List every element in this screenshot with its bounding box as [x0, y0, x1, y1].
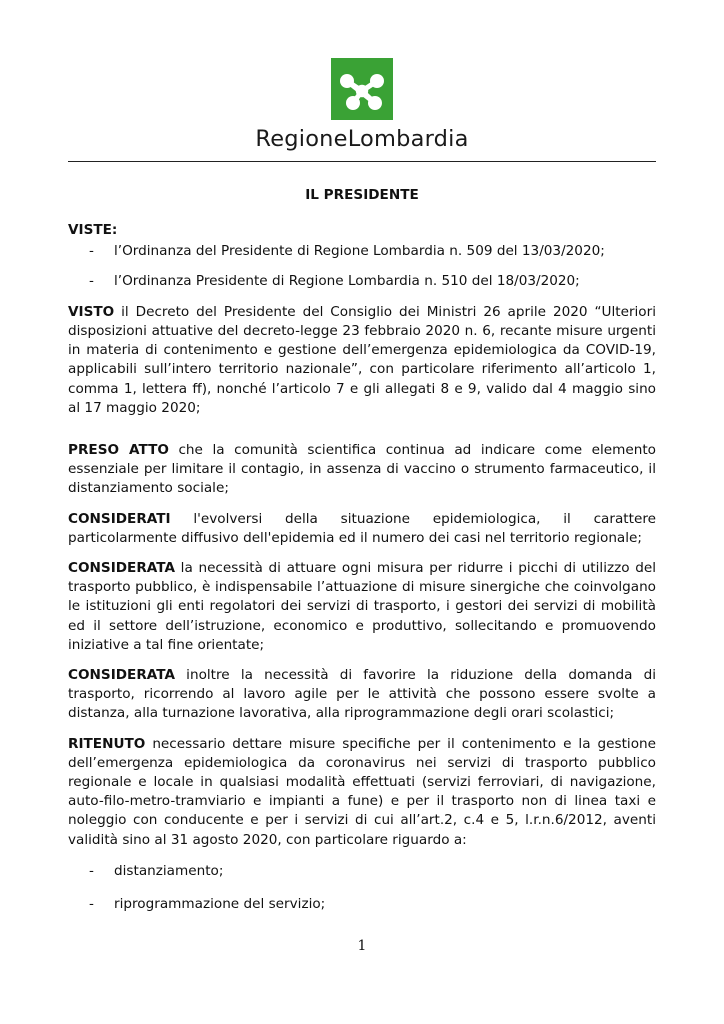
viste-heading: VISTE: [68, 222, 118, 239]
dash-bullet: - [89, 272, 94, 289]
paragraph-text: che la comunità scientifica continua ad indicare come elemento essenziale per limitare il contagio, in assenza di vaccino o strumento farmaceutico, il distanziamento sociale; [68, 442, 656, 497]
paragraph-preso-atto [68, 441, 656, 499]
dash-bullet: - [89, 896, 94, 913]
list-item-text: l’Ordinanza del Presidente di Regione Lombardia n. 509 del 13/03/2020; [114, 243, 605, 260]
header-divider [68, 161, 656, 162]
document-title: IL PRESIDENTE [305, 187, 419, 203]
dash-bullet: - [89, 243, 94, 260]
list-item-text: l’Ordinanza Presidente di Regione Lombardia n. 510 del 18/03/2020; [114, 272, 580, 289]
paragraph-text: la necessità di attuare ogni misura per ridurre i picchi di utilizzo del trasporto pubblico, è indispensabile l’attuazione di misure sinergiche che coinvolgano le istituzioni gli enti regolatori dei servizi di trasporto, i gestori dei servizi di mobilità ed il settore dell’istruzione, economico e produttivo, sollecitando e promuovendo iniziative a tal fine orientate; [68, 560, 656, 653]
paragraph-keyword: VISTO [68, 303, 115, 320]
paragraph-text: necessario dettare misure specifiche per il contenimento e la gestione dell’emergenza epidemiologica da coronavirus nei servizi di trasporto pubblico regionale e locale in qualsiasi modalità effettuati (servizi ferroviari, di navigazione, auto-filo-metro-tramviario e impianti a fune) e per il trasporto non di linea taxi e noleggio con conducente e per i servizi di cui all’art.2, c.4 e 5, l.r.n.6/2012, aventi validità sino al 31 agosto 2020, con particolare riguardo a: [68, 735, 656, 848]
regione-lombardia-logo-icon [331, 58, 393, 120]
paragraph-keyword: RITENUTO [68, 735, 146, 752]
list-item-text: distanziamento; [114, 862, 224, 879]
paragraph-visto [68, 303, 656, 418]
document-body [68, 186, 656, 914]
list-item [68, 862, 656, 881]
list-item [68, 272, 656, 291]
paragraph-keyword: CONSIDERATA [68, 667, 175, 684]
paragraph-text: il Decreto del Presidente del Consiglio dei Ministri 26 aprile 2020 “Ulteriori disposizioni attuative del decreto-legge 23 febbraio 2020 n. 6, recante misure urgenti in materia di contenimento e gestione dell’emergenza epidemiologica da COVID-19, applicabili sull’intero territorio nazionale”, con particolare riferimento all’articolo 1, comma 1, lettera ff), nonché l’articolo 7 e gli allegati 8 e 9, valido dal 4 maggio sino al 17 maggio 2020; [68, 303, 656, 416]
paragraph-text: l'evolversi della situazione epidemiologica, il carattere particolarmente diffusivo dell'epidemia ed il numero dei casi nel territorio regionale; [68, 510, 656, 546]
regione-lombardia-logo [0, 58, 724, 152]
list-item-text: riprogrammazione del servizio; [114, 896, 326, 913]
paragraph-considerata-2 [68, 666, 656, 724]
page-number: 1 [357, 938, 367, 954]
viste-section [68, 221, 656, 291]
paragraph-ritenuto [68, 735, 656, 850]
dash-bullet: - [89, 862, 94, 879]
paragraph-considerati [68, 510, 656, 548]
paragraph-keyword: PRESO ATTO [68, 442, 169, 459]
paragraph-text: inoltre la necessità di favorire la riduzione della domanda di trasporto, ricorrendo al lavoro agile per le attività che possono essere svolte a distanza, alla turnazione lavorativa, alla riprogrammazione degli orari scolastici; [68, 667, 656, 722]
paragraph-keyword: CONSIDERATA [68, 560, 175, 577]
logo-text: RegioneLombardia [255, 126, 469, 152]
list-item [68, 895, 656, 914]
list-item [68, 242, 656, 261]
paragraph-considerata-1 [68, 559, 656, 655]
paragraph-keyword: CONSIDERATI [68, 510, 171, 527]
